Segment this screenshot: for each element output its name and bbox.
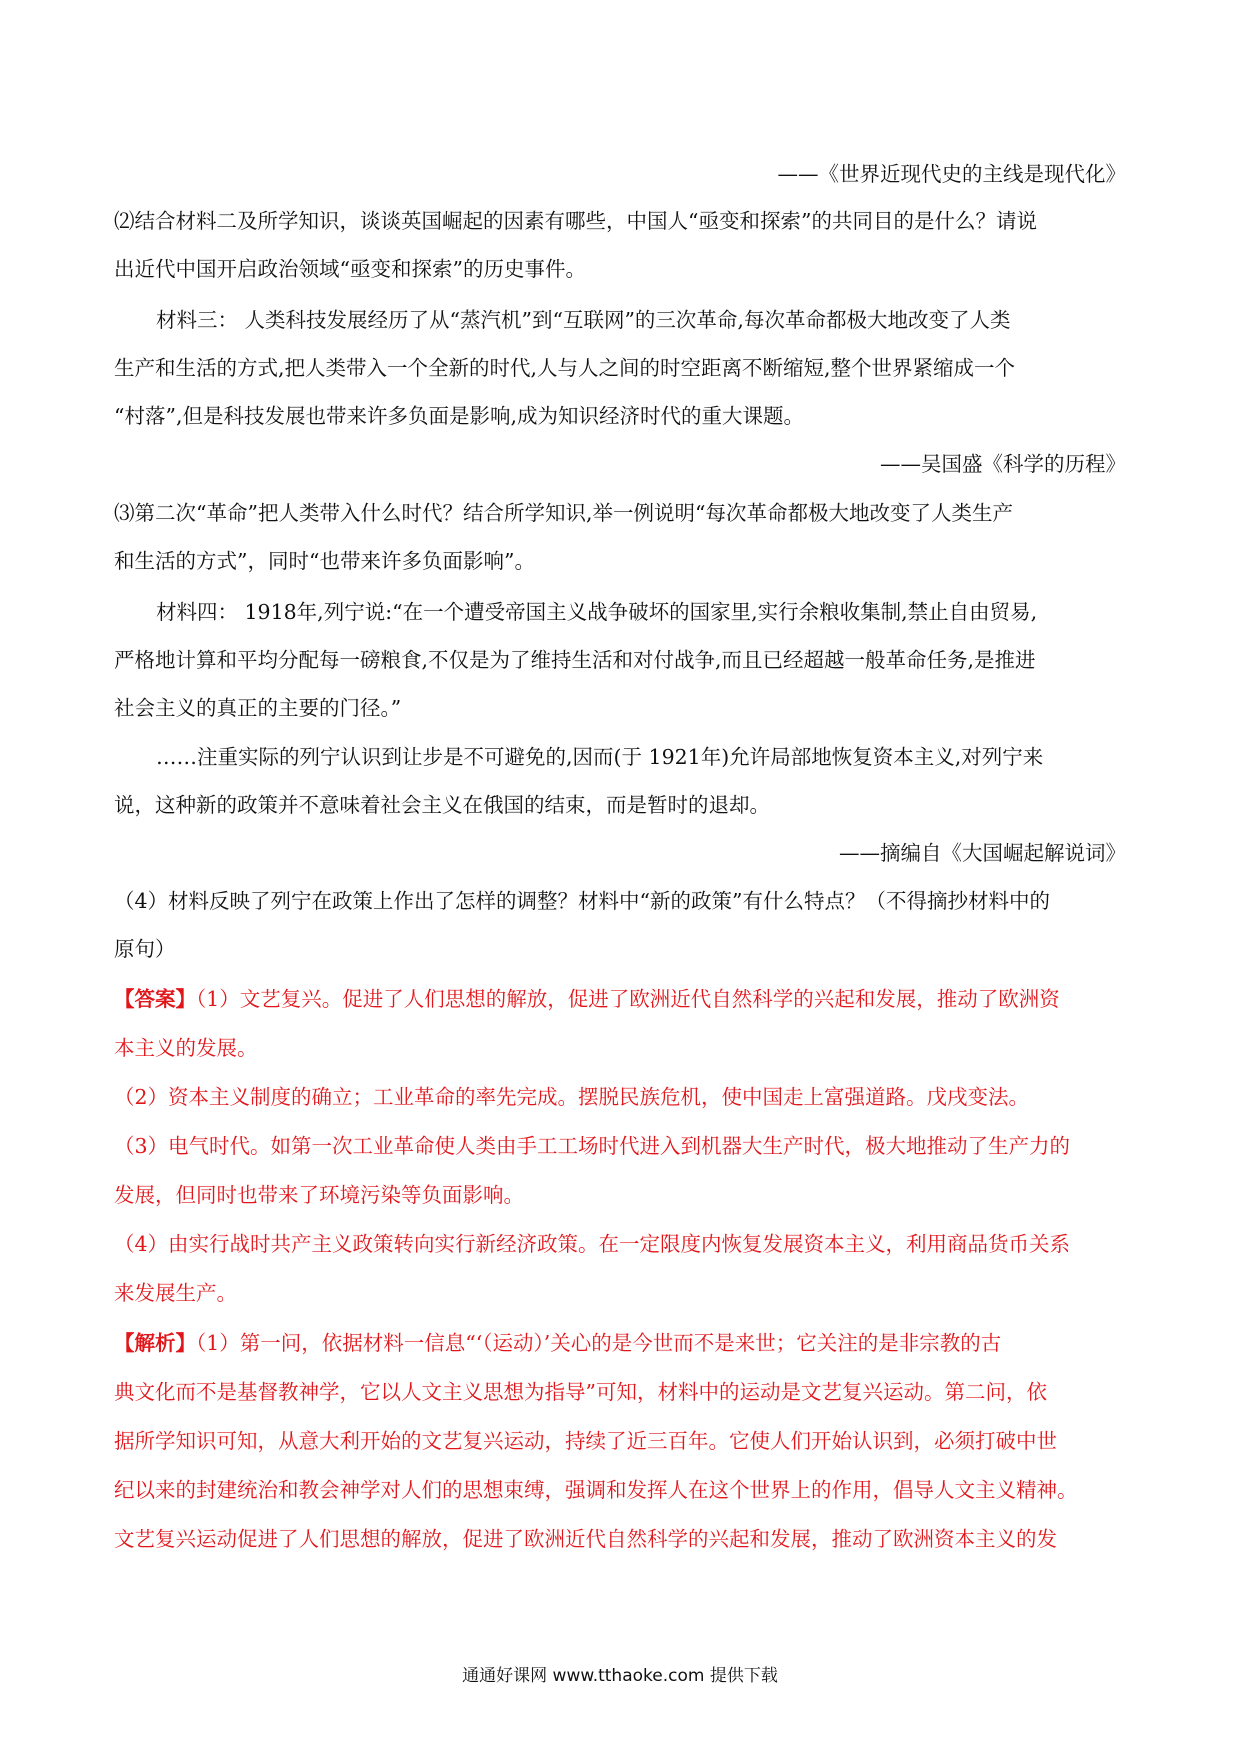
material-3-line-1: 材料三： 人类科技发展经历了从“蒸汽机”到“互联网”的三次革命,每次革命都极大地改变了人类 — [156, 308, 1011, 332]
analysis-line-3: 据所学知识可知，从意大利开始的文艺复兴运动，持续了近三百年。它使人们开始认识到，必须打破中世 — [114, 1429, 1057, 1453]
answer-3-line-1: （3）电气时代。如第一次工业革命使人类由手工工场时代进入到机器大生产时代，极大地推动了生产力的 — [114, 1134, 1071, 1158]
answer-2: （2）资本主义制度的确立；工业革命的率先完成。摆脱民族危机，使中国走上富强道路。戊戌变法。 — [114, 1085, 1030, 1109]
question-3-line-2: 和生活的方式”，同时“也带来许多负面影响”。 — [114, 549, 535, 573]
answer-1-line-2: 本主义的发展。 — [114, 1036, 258, 1060]
material-4-line-3: 社会主义的真正的主要的门径。” — [114, 696, 402, 720]
answer-1-line-1 — [114, 984, 1134, 1014]
question-2-line-2: 出近代中国开启政治领域“亟变和探索”的历史事件。 — [114, 257, 586, 281]
question-4-line-2: 原句） — [114, 937, 176, 961]
material-3-source: ——吴国盛《科学的历程》 — [880, 452, 1126, 476]
analysis-line-1 — [114, 1328, 1134, 1358]
source-material-2: ——《世界近现代史的主线是现代化》 — [777, 162, 1126, 186]
analysis-line-2: 典文化而不是基督教神学，它以人文主义思想为指导”可知，材料中的运动是文艺复兴运动。第二问，依 — [114, 1380, 1047, 1404]
material-4-source: ——摘编自《大国崛起解说词》 — [839, 841, 1126, 865]
material-4-line-2: 严格地计算和平均分配每一磅粮食,不仅是为了维持生活和对付战争,而且已经超越一般革命任务,是推进 — [114, 648, 1036, 672]
material-3-line-3: “村落”,但是科技发展也带来许多负面是影响,成为知识经济时代的重大课题。 — [114, 404, 804, 428]
analysis-label: 【解析】 — [114, 1331, 196, 1355]
material-4-line-4: ……注重实际的列宁认识到让步是不可避免的,因而(于 1921年)允许局部地恢复资本主义,对列宁来 — [156, 745, 1044, 769]
analysis-line-4: 纪以来的封建统治和教会神学对人们的思想束缚，强调和发挥人在这个世界上的作用，倡导人文主义精神。 — [114, 1478, 1078, 1502]
page-footer: 通通好课网 www.tthaoke.com 提供下载 — [462, 1666, 778, 1686]
answer-4-line-1: （4）由实行战时共产主义政策转向实行新经济政策。在一定限度内恢复发展资本主义，利用商品货币关系 — [114, 1232, 1071, 1256]
answer-1-text: （1）文艺复兴。促进了人们思想的解放，促进了欧洲近代自然科学的兴起和发展，推动了欧洲资 — [196, 987, 1060, 1011]
analysis-line-5: 文艺复兴运动促进了人们思想的解放，促进了欧洲近代自然科学的兴起和发展，推动了欧洲资本主义的发 — [114, 1527, 1057, 1551]
answer-4-line-2: 来发展生产。 — [114, 1281, 237, 1305]
question-3-line-1: ⑶第二次“革命”把人类带入什么时代？结合所学知识,举一例说明“每次革命都极大地改变了人类生产 — [114, 501, 1013, 525]
answer-label: 【答案】 — [114, 987, 196, 1011]
question-4-line-1: （4）材料反映了列宁在政策上作出了怎样的调整？材料中“新的政策”有什么特点？（不得摘抄材料中的 — [114, 889, 1051, 913]
material-4-line-1: 材料四： 1918年,列宁说:“在一个遭受帝国主义战争破坏的国家里,实行余粮收集制,禁止自由贸易, — [156, 600, 1038, 624]
analysis-text-1: （1）第一问，依据材料一信息“‘（运动）’关心的是今世而不是来世；它关注的是非宗教的古 — [196, 1331, 1002, 1355]
answer-3-line-2: 发展，但同时也带来了环境污染等负面影响。 — [114, 1183, 524, 1207]
material-4-line-5: 说，这种新的政策并不意味着社会主义在俄国的结束，而是暂时的退却。 — [114, 793, 770, 817]
question-2-line-1: ⑵结合材料二及所学知识，谈谈英国崛起的因素有哪些，中国人“亟变和探索”的共同目的是什么？请说 — [114, 209, 1037, 233]
material-3-line-2: 生产和生活的方式,把人类带入一个全新的时代,人与人之间的时空距离不断缩短,整个世界紧缩成一个 — [114, 356, 1016, 380]
